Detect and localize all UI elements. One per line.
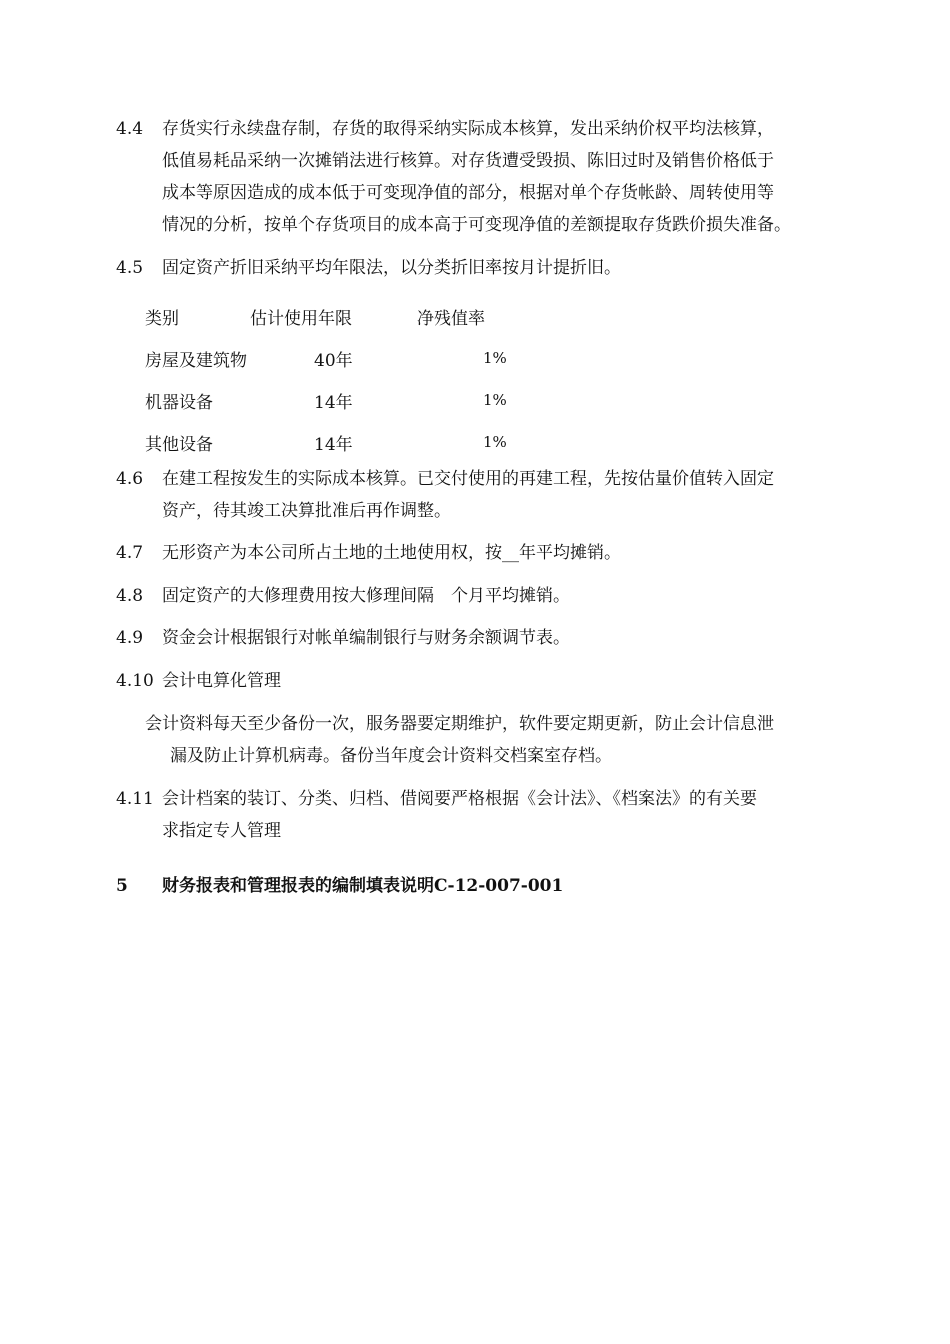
table-header: 估计使用年限 bbox=[250, 308, 352, 329]
table-row bbox=[145, 379, 617, 421]
clause-number: 4.9 bbox=[116, 628, 144, 648]
clause-text-line: 漏及防止计算机病毒。备份当年度会计资料交档案室存档。 bbox=[170, 746, 612, 766]
depreciation-table bbox=[145, 295, 617, 463]
table-cell: 1% bbox=[483, 391, 507, 409]
clause-text-line: 低值易耗品采纳一次摊销法进行核算。对存货遭受毁损、陈旧过时及销售价格低于 bbox=[162, 151, 774, 171]
table-cell: 其他设备 bbox=[145, 434, 213, 455]
section-5-heading bbox=[116, 870, 563, 902]
clause-number: 4.11 bbox=[116, 789, 154, 809]
clause-4-5 bbox=[116, 252, 876, 284]
table-cell: 房屋及建筑物 bbox=[145, 350, 247, 371]
clause-number: 4.10 bbox=[116, 671, 154, 691]
clause-text-line: 存货实行永续盘存制，存货的取得采纳实际成本核算，发出采纳价权平均法核算， bbox=[162, 119, 774, 139]
clause-4-9 bbox=[116, 622, 876, 654]
clause-text-line: 无形资产为本公司所占土地的土地使用权，按__年平均摊销。 bbox=[162, 543, 621, 563]
clause-4-11 bbox=[116, 783, 876, 847]
table-cell: 机器设备 bbox=[145, 392, 213, 413]
clause-4-8 bbox=[116, 580, 876, 612]
table-header: 净残值率 bbox=[417, 308, 485, 329]
section-number: 5 bbox=[116, 876, 128, 896]
clause-text-line: 求指定专人管理 bbox=[162, 821, 281, 841]
clause-text-line: 资产，待其竣工决算批准后再作调整。 bbox=[162, 501, 451, 521]
table-header-row bbox=[145, 295, 617, 337]
clause-text-line: 情况的分析，按单个存货项目的成本高于可变现净值的差额提取存货跌价损失准备。 bbox=[162, 215, 791, 235]
table-cell: 1% bbox=[483, 349, 507, 367]
table-cell: 14年 bbox=[314, 434, 353, 455]
clause-4-4 bbox=[116, 113, 876, 241]
table-row bbox=[145, 421, 617, 463]
clause-number: 4.5 bbox=[116, 258, 144, 278]
table-header: 类别 bbox=[145, 308, 179, 329]
clause-4-7 bbox=[116, 537, 876, 569]
clause-text-line: 会计电算化管理 bbox=[162, 671, 281, 691]
clause-text-line: 会计资料每天至少备份一次，服务器要定期维护，软件要定期更新，防止会计信息泄 bbox=[145, 714, 774, 734]
clause-number: 4.4 bbox=[116, 119, 144, 139]
clause-4-10-detail bbox=[145, 708, 774, 772]
clause-number: 4.8 bbox=[116, 586, 144, 606]
clause-text-line: 固定资产的大修理费用按大修理间隔 个月平均摊销。 bbox=[162, 586, 570, 606]
table-cell: 1% bbox=[483, 433, 507, 451]
clause-text-line: 资金会计根据银行对帐单编制银行与财务余额调节表。 bbox=[162, 628, 570, 648]
clause-number: 4.6 bbox=[116, 469, 144, 489]
table-cell: 40年 bbox=[314, 350, 353, 371]
table-cell: 14年 bbox=[314, 392, 353, 413]
table-row bbox=[145, 337, 617, 379]
clause-text-line: 成本等原因造成的成本低于可变现净值的部分，根据对单个存货帐龄、周转使用等 bbox=[162, 183, 774, 203]
section-title: 财务报表和管理报表的编制填表说明C-12-007-001 bbox=[162, 876, 564, 896]
clause-text-line: 固定资产折旧采纳平均年限法，以分类折旧率按月计提折旧。 bbox=[162, 258, 621, 278]
clause-4-10 bbox=[116, 665, 876, 697]
clause-number: 4.7 bbox=[116, 543, 144, 563]
clause-4-6 bbox=[116, 463, 876, 527]
clause-text-line: 在建工程按发生的实际成本核算。已交付使用的再建工程，先按估量价值转入固定 bbox=[162, 469, 774, 489]
clause-text-line: 会计档案的装订、分类、归档、借阅要严格根据《会计法》、《档案法》的有关要 bbox=[162, 789, 757, 809]
